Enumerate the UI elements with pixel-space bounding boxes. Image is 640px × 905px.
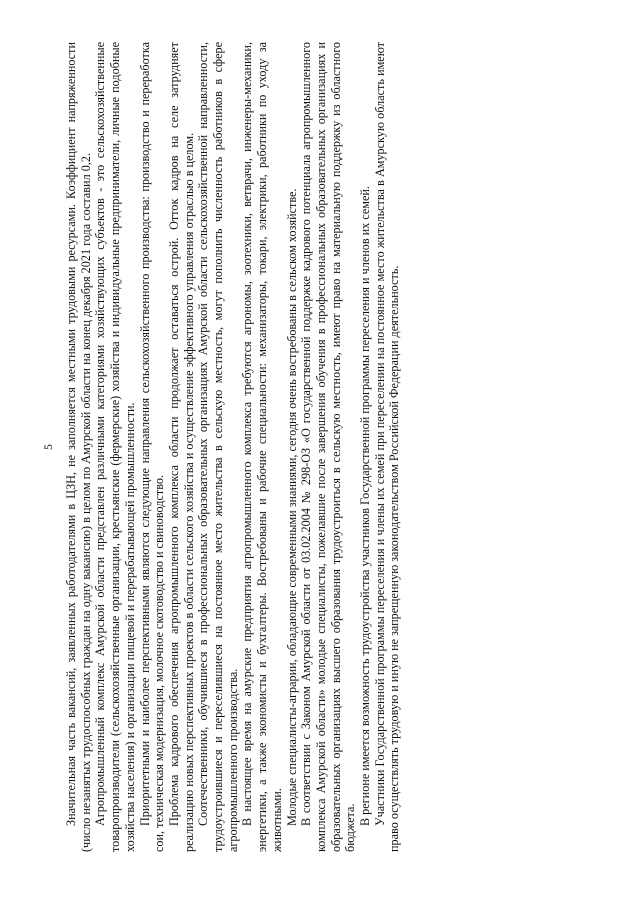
paragraph: В настоящее время на амурские предприятия агропромышленного комплекса требуются агрономы, зоотехники, ветврачи, инженеры-механики, энергетики, а также экономисты и бухгалтеры. Востребованы и рабочие специальности: механизаторы, токари, электрики, работники по уходу за животными. — [240, 42, 284, 852]
paragraph: Агропромышленный комплекс Амурской области представлен различными категориями хозяйствующих субъектов - это сельскохозяйственные товаропроизводители (сельскохозяйственные организации, крестьянские (фермерские) хозяйства и индивидуальные предприниматели, личные подобные хозяйства населения) и организации пищевой и перерабатывающей промышленности. — [93, 42, 137, 852]
paragraph: Участники Государственной программы переселения и члены их семей при переселении на постоянное место жительства в Амурскую область имеют право осуществлять трудовую и иную не запрещенную законодательством Российской Федерации деятельность. — [372, 42, 402, 852]
paragraph: Проблема кадрового обеспечения агропромышленного комплекса области продолжает оставаться острой. Отток кадров на селе затрудняет реализацию новых перспективных проектов в области сельского хозяйства и осуществление эффективного управления отраслью в целом. — [166, 42, 196, 852]
paragraph: В регионе имеется возможность трудоустройства участников Государственной программы переселения и членов их семей. — [358, 186, 373, 826]
paragraph: Приоритетными и наиболее перспективными являются следующие направления сельскохозяйственного производства: производство и переработка сои, техническая модернизация, молочное скотоводство и свиноводство. — [137, 42, 167, 852]
paragraph: Значительная часть вакансий, заявленных работодателями в ЦЗН, не заполняется местными трудовыми ресурсами. Коэффициент напряженности (число незанятых трудоспособных граждан на одну вакансию) в целом по Амурской области на конец декабря 2021 года составил 0,2. — [64, 42, 93, 852]
paragraph: Соотечественники, обучившиеся в профессиональных образовательных организациях Амурской области сельскохозяйственной направленности, трудоустроившиеся и переселившиеся на постоянное место жительства в сельскую местность, могут пополнить численность работников в сфере агропромышленного производства. — [196, 42, 240, 852]
paragraph: В соответствии с Законом Амурской области от 03.02.2004 № 298-ОЗ «О государственной поддержке кадрового потенциала агропромышленного комплекса Амурской области» молодые специалисты, пожелавшие после завершения обучения в профессиональных образовательных организациях и образовательных организациях высшего образования трудоустроиться в сельскую местность, имеют право на материальную поддержку из областного бюджета. — [299, 42, 358, 852]
paragraph: Молодые специалисты-аграрии, обладающие современными знаниями, сегодня очень востребованы в сельском хозяйстве. — [284, 188, 299, 826]
page-number: 5 — [43, 444, 55, 450]
document-body — [64, 42, 402, 852]
rotated-text-block — [42, 42, 602, 852]
